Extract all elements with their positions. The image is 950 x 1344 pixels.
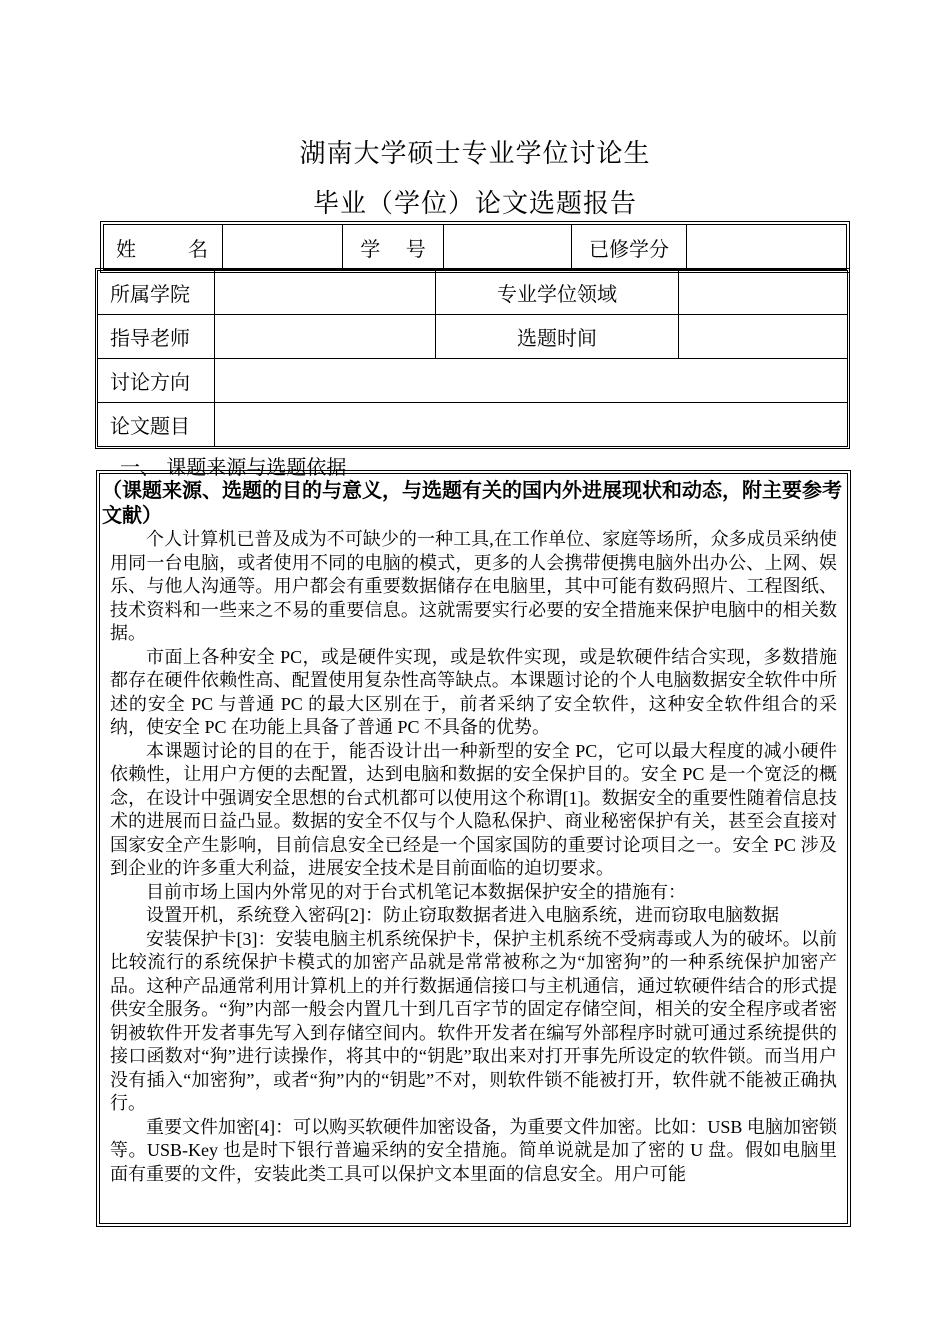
field-field[interactable] [679, 271, 848, 315]
paragraph-4: 目前市场上国内外常见的对于台式机笔记本数据保护安全的措施有： [146, 881, 686, 902]
section-content-box [99, 473, 848, 1224]
basic-info-row [103, 224, 847, 270]
topic-time-label: 选题时间 [436, 315, 679, 359]
name-label: 姓 名 [104, 225, 223, 270]
credits-field[interactable] [687, 225, 847, 270]
paragraph-7: 重要文件加密[4]：可以购买软硬件加密设备，为重要文件加密。比如：USB 电脑加密锁等。USB-Key 也是时下银行普遍采纳的安全措施。简单说就是加了密的 U 盘。假如电脑里面有重要的文件，安装此类工具可以保护文本里面的信息安全。用户可能 [110, 1116, 837, 1184]
topic-time-field[interactable] [679, 315, 848, 359]
credits-label: 已修学分 [572, 225, 687, 270]
thesis-title-label: 论文题目 [98, 403, 215, 447]
page-title: 湖南大学硕士专业学位讨论生 [299, 139, 651, 169]
name-field[interactable] [223, 225, 343, 270]
advisor-field[interactable] [215, 315, 436, 359]
advisor-label: 指导老师 [98, 315, 215, 359]
direction-field[interactable] [215, 359, 848, 403]
college-field[interactable] [215, 271, 436, 315]
student-id-field[interactable] [444, 225, 572, 270]
paragraph-5: 设置开机，系统登入密码[2]：防止窃取数据者进入电脑系统，进而窃取电脑数据 [146, 905, 779, 925]
detail-info-table [97, 270, 848, 447]
student-id-label: 学 号 [343, 225, 444, 270]
direction-label: 讨论方向 [98, 359, 215, 403]
paragraph-6: 安装保护卡[3]：安装电脑主机系统保护卡，保护主机系统不受病毒或人为的破坏。以前比较流行的系统保护卡模式的加密产品就是常常被称之为“加密狗”的一种系统保护加密产品。这种产品通常利用计算机上的并行数据通信接口与主机通信，通过软硬件结合的形式提供安全服务。“狗”内部一般会内置几十到几百字节的固定存储空间，相关的安全程序或者密钥被软件开发者事先写入到存储空间内。软件开发者在编写外部程序时就可通过系统提供的接口函数对“狗”进行读操作，将其中的“钥匙”取出来对打开事先所设定的软件锁。而当用户没有插入“加密狗”，或者“狗”内的“钥匙”不对，则软件锁不能被打开，软件就不能被正确执行。 [110, 928, 837, 1113]
field-label: 专业学位领域 [436, 271, 679, 315]
college-label: 所属学院 [98, 271, 215, 315]
paragraph-2: 市面上各种安全 PC，或是硬件实现，或是软件实现，或是软硬件结合实现，多数措施都存在硬件依赖性高、配置使用复杂性高等缺点。本课题讨论的个人电脑数据安全软件中所述的安全 PC 与普通 PC 的最大区别在于，前者采纳了安全软件，这种安全软件组合的采纳，使安全 PC 在功能上具备了普通 PC 不具备的优势。 [110, 646, 837, 737]
paragraph-1: 个人计算机已普及成为不可缺少的一种工具,在工作单位、家庭等场所，众多成员采纳使用同一台电脑，或者使用不同的电脑的模式，更多的人会携带便携电脑外出办公、上网、娱乐、与他人沟通等。用户都会有重要数据储存在电脑里，其中可能有数码照片、工程图纸、技术资料和一些来之不易的重要信息。这就需要实行必要的安全措施来保护电脑中的相关数据。 [110, 529, 837, 643]
page-subtitle: 毕业（学位）论文选题报告 [312, 189, 637, 219]
paragraph-3: 本课题讨论的目的在于，能否设计出一种新型的安全 PC，它可以最大程度的减小硬件依赖性，让用户方便的去配置，达到电脑和数据的安全保护目的。安全 PC 是一个宽泛的概念，在设计中强调安全思想的台式机都可以使用这个称谓[1]。数据安全的重要性随着信息技术的进展而日益凸显。数据的安全不仅与个人隐私保护、商业秘密保护有关，甚至会直接对国家安全产生影响，目前信息安全已经是一个国家国防的重要讨论项目之一。安全 PC 涉及到企业的许多重大利益，进展安全技术是目前面临的迫切要求。 [110, 740, 837, 878]
section-note: （课题来源、选题的目的与意义，与选题有关的国内外进展现状和动态，附主要参考文献） [102, 478, 842, 527]
section-heading: 一、 课题来源与选题依据 [120, 455, 347, 479]
thesis-title-field[interactable] [215, 403, 848, 447]
